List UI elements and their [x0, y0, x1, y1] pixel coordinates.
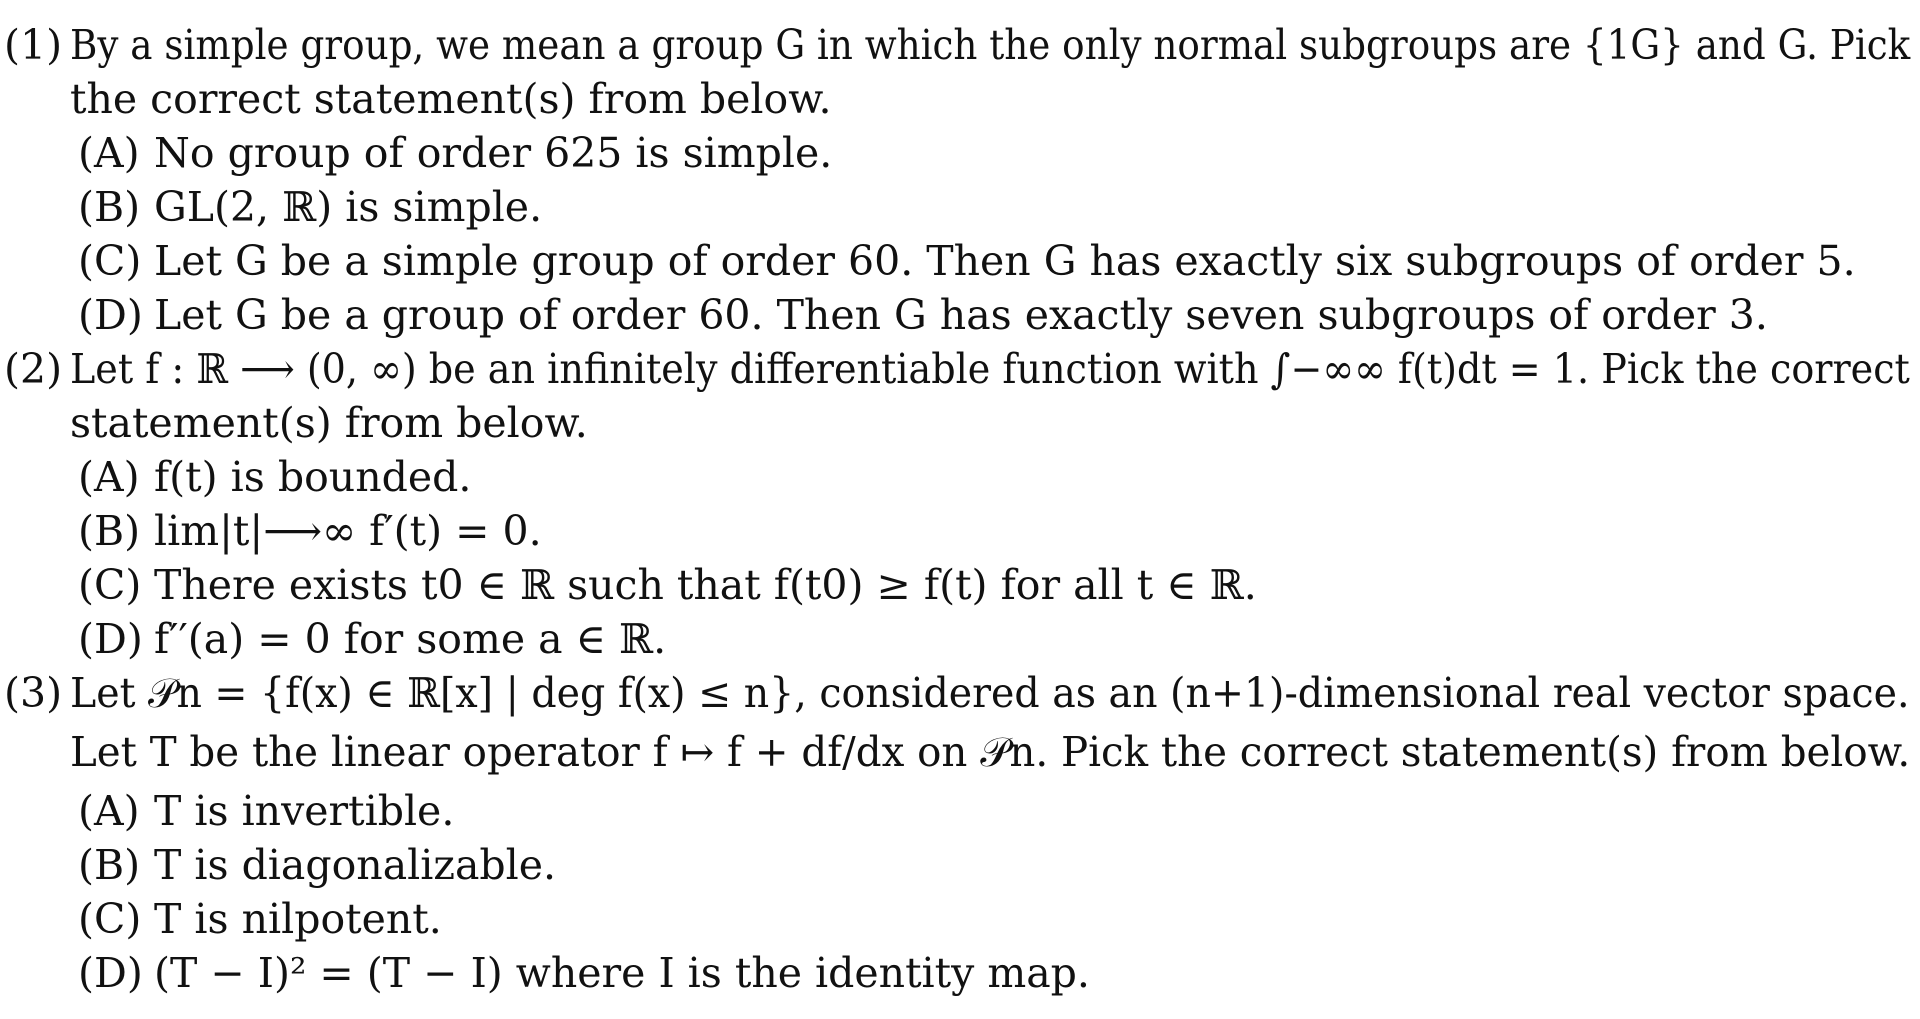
question-number: (1) — [4, 21, 63, 69]
option-label: (A) — [78, 453, 140, 501]
option-label: (A) — [78, 787, 140, 835]
option-label: (C) — [78, 237, 142, 285]
option-d — [0, 612, 1920, 666]
document — [0, 18, 1920, 1000]
option-a — [0, 784, 1920, 838]
option-label: (C) — [78, 895, 142, 943]
option-text: Let G be a simple group of order 60. Then G has exactly six subgroups of order 5. — [154, 237, 1856, 285]
question-text: Let f : ℝ ⟶ (0, ∞) be an infinitely differentiable function with ∫−∞∞ f(t)dt = 1. Pick the correct — [70, 345, 1910, 393]
option-b — [0, 838, 1920, 892]
option-text: No group of order 625 is simple. — [154, 129, 833, 177]
option-text: (T − I)² = (T − I) where I is the identity map. — [154, 949, 1090, 997]
question-number: (2) — [4, 345, 63, 393]
question-text: Let T be the linear operator f ↦ f + df/dx on 𝒫n. Pick the correct statement(s) from below. — [70, 728, 1911, 776]
option-text: T is diagonalizable. — [154, 841, 557, 889]
option-label: (B) — [78, 841, 141, 889]
option-label: (C) — [78, 561, 142, 609]
question-line — [0, 342, 1920, 396]
option-label: (B) — [78, 507, 141, 555]
question-text: statement(s) from below. — [70, 399, 588, 447]
option-a — [0, 450, 1920, 504]
question-line — [0, 396, 1920, 450]
option-label: (D) — [78, 949, 143, 997]
question-text: the correct statement(s) from below. — [70, 75, 832, 123]
question-line — [0, 720, 1920, 784]
option-text: GL(2, ℝ) is simple. — [154, 183, 543, 231]
option-label: (D) — [78, 291, 143, 339]
option-a — [0, 126, 1920, 180]
option-text: f′′(a) = 0 for some a ∈ ℝ. — [154, 615, 667, 663]
option-c — [0, 892, 1920, 946]
option-text: There exists t0 ∈ ℝ such that f(t0) ≥ f(t) for all t ∈ ℝ. — [154, 561, 1257, 609]
question-line — [0, 72, 1920, 126]
option-label: (A) — [78, 129, 140, 177]
question-text: By a simple group, we mean a group G in which the only normal subgroups are {1G} and G. Pick — [70, 21, 1911, 69]
option-label: (D) — [78, 615, 143, 663]
question-line — [0, 666, 1920, 720]
option-text: f(t) is bounded. — [154, 453, 472, 501]
option-text: T is nilpotent. — [154, 895, 442, 943]
option-label: (B) — [78, 183, 141, 231]
question-2 — [0, 342, 1920, 666]
option-b — [0, 180, 1920, 234]
option-text: T is invertible. — [154, 787, 455, 835]
question-3 — [0, 666, 1920, 1000]
option-text: lim|t|⟶∞ f′(t) = 0. — [154, 507, 542, 555]
option-text: Let G be a group of order 60. Then G has exactly seven subgroups of order 3. — [154, 291, 1768, 339]
question-1 — [0, 18, 1920, 342]
option-c — [0, 558, 1920, 612]
question-number: (3) — [4, 669, 63, 717]
option-d — [0, 946, 1920, 1000]
option-c — [0, 234, 1920, 288]
question-text: Let 𝒫n = {f(x) ∈ ℝ[x] | deg f(x) ≤ n}, considered as an (n+1)-dimensional real vector space. — [70, 669, 1910, 717]
option-d — [0, 288, 1920, 342]
question-line — [0, 18, 1920, 72]
option-b — [0, 504, 1920, 558]
